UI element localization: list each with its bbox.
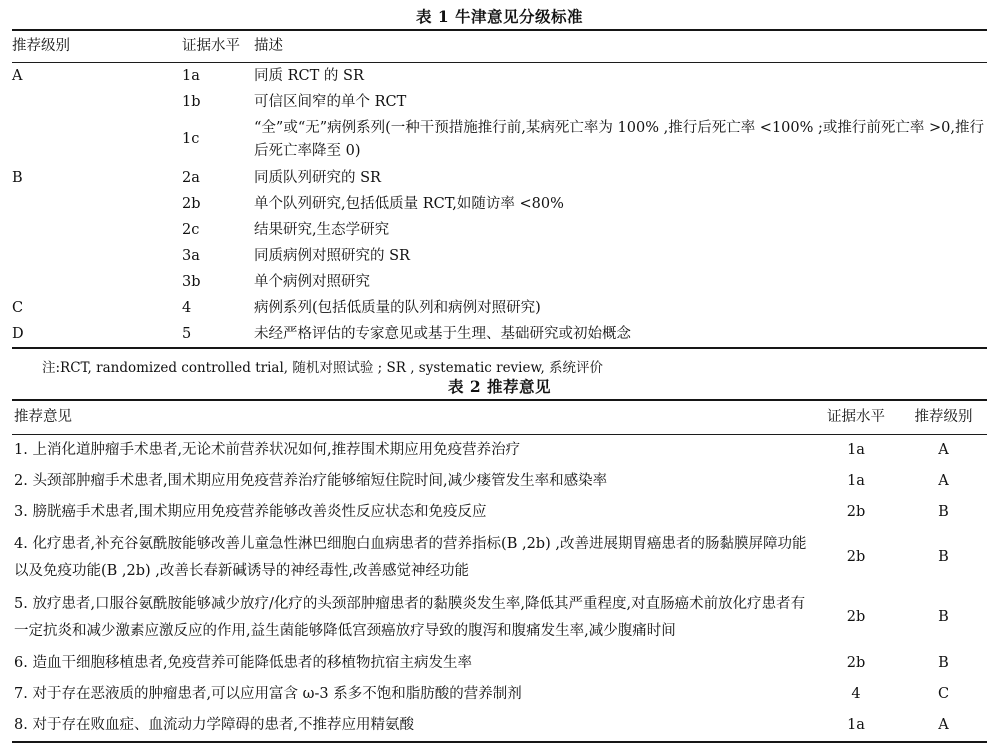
cell-level: 4 — [182, 299, 192, 316]
table-row — [12, 648, 987, 679]
cell-evidence: 1a — [847, 716, 865, 733]
table-1 — [12, 31, 987, 62]
cell-description: 可信区间窄的单个 RCT — [254, 93, 407, 110]
cell-grade — [12, 115, 152, 165]
cell-grade: B — [938, 549, 949, 566]
table-row — [12, 243, 987, 269]
cell-grade: B — [12, 169, 23, 186]
table-1-body — [12, 63, 987, 347]
table-2-header-grade: 推荐级别 — [914, 408, 973, 425]
cell-description: 同质队列研究的 SR — [254, 169, 381, 186]
table-1-section — [12, 8, 987, 378]
table-row — [12, 710, 987, 741]
table-2-body-table — [12, 435, 987, 741]
table-row — [12, 89, 987, 115]
table-1-header-row — [12, 31, 987, 62]
table-row — [12, 588, 987, 648]
cell-level: 2b — [182, 195, 201, 212]
cell-grade: B — [938, 609, 949, 626]
cell-level: 2a — [182, 169, 200, 186]
table-1-title: 表 1 牛津意见分级标准 — [415, 7, 584, 26]
cell-level: 1a — [182, 67, 200, 84]
cell-description: 同质病例对照研究的 SR — [254, 247, 410, 264]
cell-grade: C — [937, 685, 950, 702]
table-row — [12, 528, 987, 588]
cell-grade — [12, 89, 152, 115]
cell-description: 病例系列(包括低质量的队列和病例对照研究) — [254, 299, 541, 316]
table-2 — [12, 401, 987, 434]
table-1-header-grade: 推荐级别 — [12, 37, 70, 54]
cell-evidence: 2b — [846, 609, 866, 626]
cell-level: 3b — [182, 273, 201, 290]
table-2-header-recommendation: 推荐意见 — [14, 408, 72, 425]
table-row — [12, 321, 987, 347]
table-2-body — [12, 435, 987, 741]
table-1-header-level: 证据水平 — [182, 37, 240, 54]
cell-grade: C — [12, 299, 24, 316]
cell-grade — [12, 217, 152, 243]
table-1-head — [12, 31, 987, 62]
table-row — [12, 217, 987, 243]
cell-grade — [12, 191, 152, 217]
cell-grade: A — [938, 472, 949, 489]
cell-recommendation: 2. 头颈部肿瘤手术患者,围术期应用免疫营养治疗能够缩短住院时间,减少瘘管发生率和感染率 — [14, 472, 608, 489]
table-row — [12, 269, 987, 295]
table-2-header-row — [12, 401, 987, 434]
cell-evidence: 4 — [851, 685, 861, 702]
cell-description: 结果研究,生态学研究 — [254, 221, 390, 238]
cell-grade — [12, 269, 152, 295]
cell-grade: A — [938, 716, 949, 733]
table-2-header-evidence: 证据水平 — [827, 408, 885, 425]
cell-evidence: 1a — [847, 441, 865, 458]
cell-evidence: 2b — [846, 503, 866, 520]
cell-description: 单个队列研究,包括低质量 RCT,如随访率 <80% — [254, 195, 564, 212]
table-2-bottom-rule — [12, 741, 987, 743]
cell-description: “全”或“无”病例系列(一种干预措施推行前,某病死亡率为 100% ,推行后死亡率 <100% ;或推行前死亡率 >0,推行后死亡率降至 0) — [254, 119, 984, 159]
cell-level: 2c — [182, 221, 200, 238]
table-1-body-table — [12, 63, 987, 347]
table-row — [12, 63, 987, 89]
table-2-head — [12, 401, 987, 434]
cell-grade: A — [12, 67, 23, 84]
cell-description: 同质 RCT 的 SR — [254, 67, 364, 84]
cell-recommendation: 8. 对于存在败血症、血流动力学障碍的患者,不推荐应用精氨酸 — [14, 716, 415, 733]
cell-recommendation: 6. 造血干细胞移植患者,免疫营养可能降低患者的移植物抗宿主病发生率 — [14, 654, 473, 671]
table-row — [12, 165, 987, 191]
table-row — [12, 295, 987, 321]
cell-description: 未经严格评估的专家意见或基于生理、基础研究或初始概念 — [254, 325, 631, 342]
table-row — [12, 679, 987, 710]
cell-grade: B — [938, 654, 949, 671]
cell-level: 5 — [182, 325, 192, 342]
table-1-note: 注:RCT, randomized controlled trial, 随机对照试验 ; SR , systematic review, 系统评价 — [42, 359, 604, 376]
cell-level: 1c — [182, 131, 200, 148]
table-2-section — [12, 378, 987, 743]
cell-recommendation: 4. 化疗患者,补充谷氨酰胺能够改善儿童急性淋巴细胞白血病患者的营养指标(B ,2b) ,改善进展期胃癌患者的肠黏膜屏障功能以及免疫功能(B ,2b) ,改善长春新碱诱导的神经毒性,改善感觉神经功能 — [14, 535, 807, 579]
cell-grade: D — [12, 325, 24, 342]
table-row — [12, 435, 987, 466]
table-row — [12, 497, 987, 528]
cell-evidence: 2b — [846, 654, 866, 671]
cell-grade: B — [938, 503, 949, 520]
cell-evidence: 2b — [846, 549, 866, 566]
cell-recommendation: 7. 对于存在恶液质的肿瘤患者,可以应用富含 ω-3 系多不饱和脂肪酸的营养制剂 — [14, 685, 522, 702]
cell-recommendation: 3. 膀胱癌手术患者,围术期应用免疫营养能够改善炎性反应状态和免疫反应 — [14, 503, 487, 520]
cell-grade: A — [938, 441, 949, 458]
cell-recommendation: 5. 放疗患者,口服谷氨酰胺能够减少放疗/化疗的头颈部肿瘤患者的黏膜炎发生率,降低其严重程度,对直肠癌术前放化疗患者有一定抗炎和减少激素应激反应的作用,益生菌能够降低宫颈癌放疗导致的腹泻和腹痛发生率,减少腹痛时间 — [14, 595, 806, 639]
table-row — [12, 466, 987, 497]
table-row — [12, 115, 987, 165]
cell-level: 3a — [182, 247, 200, 264]
cell-description: 单个病例对照研究 — [254, 273, 370, 290]
table-2-title: 表 2 推荐意见 — [447, 377, 552, 396]
cell-level: 1b — [182, 93, 201, 110]
cell-evidence: 1a — [847, 472, 865, 489]
table-row — [12, 191, 987, 217]
cell-grade — [12, 243, 152, 269]
cell-recommendation: 1. 上消化道肿瘤手术患者,无论术前营养状况如何,推荐围术期应用免疫营养治疗 — [14, 441, 521, 458]
table-1-header-description: 描述 — [254, 37, 283, 54]
